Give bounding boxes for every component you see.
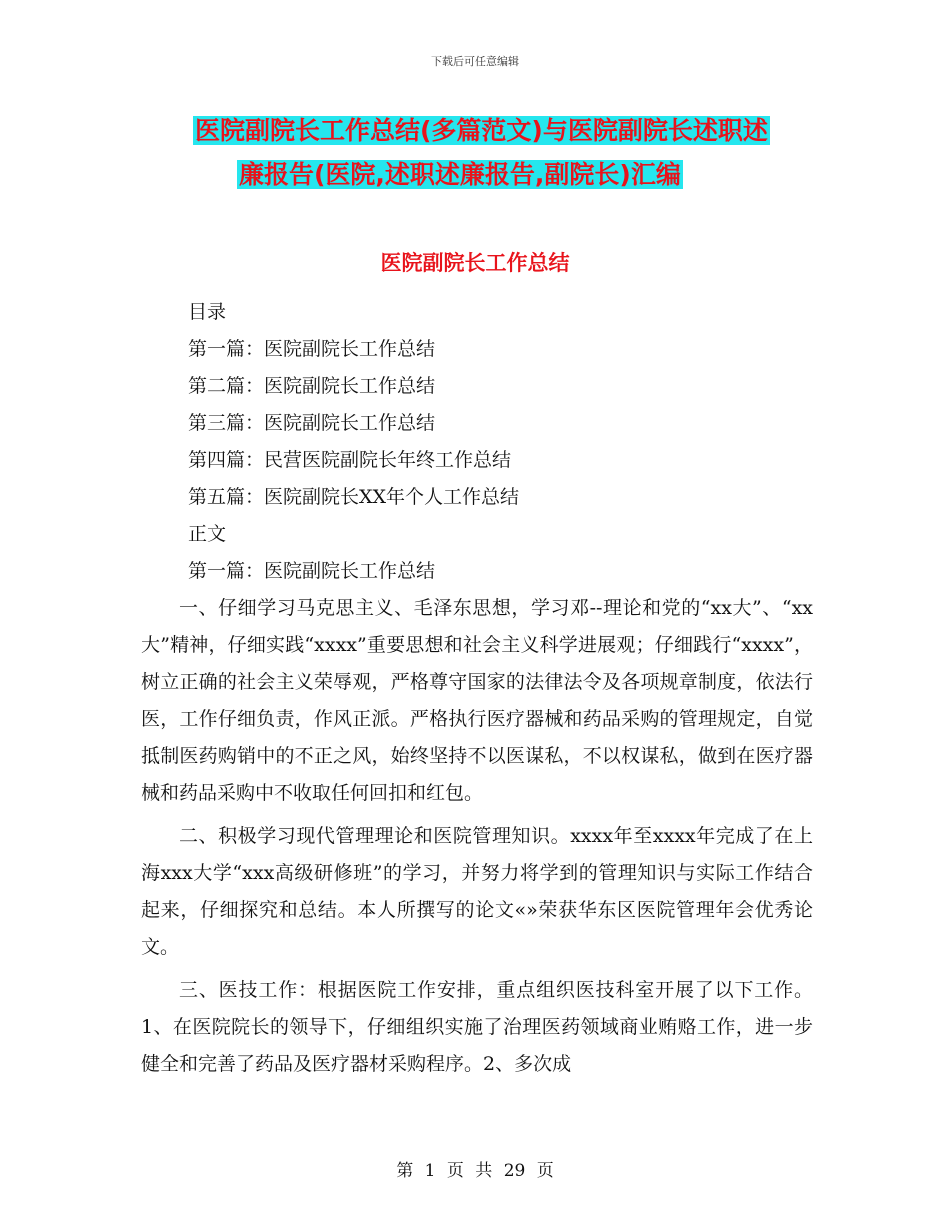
body-text <box>141 590 813 1089</box>
toc-item: 第一篇：医院副院长工作总结 <box>188 338 436 360</box>
toc-item: 正文 <box>188 523 227 545</box>
toc-item: 第二篇：医院副院长工作总结 <box>188 375 436 397</box>
header-note: 下载后可任意编辑 <box>431 55 519 68</box>
section-heading: 医院副院长工作总结 <box>380 251 570 275</box>
body-paragraph: 一、仔细学习马克思主义、毛泽东思想，学习邓--理论和党的“xx大”、“xx大”精神，仔细实践“xxxx”重要思想和社会主义科学进展观；仔细践行“xxxx”，树立正确的社会主义荣辱观，严格尊守国家的法律法令及各项规章制度，依法行医，工作仔细负责，作风正派。严格执行医疗器械和药品采购的管理规定，自觉抵制医药购销中的不正之风，始终坚持不以医谋私，不以权谋私，做到在医疗器械和药品采购中不收取任何回扣和红包。 <box>141 597 813 804</box>
toc-item: 第一篇：医院副院长工作总结 <box>188 560 436 582</box>
document-title-text-1: 医院副院长工作总结(多篇范文)与医院副院长述职述 <box>195 116 768 145</box>
toc-item: 第三篇：医院副院长工作总结 <box>188 412 436 434</box>
body-paragraph: 二、积极学习现代管理理论和医院管理知识。xxxx年至xxxx年完成了在上海xxx大学“xxx高级研修班”的学习，并努力将学到的管理知识与实际工作结合起来，仔细探究和总结。本人所撰写的论文«»荣获华东区医院管理年会优秀论文。 <box>141 825 813 958</box>
table-of-contents <box>188 294 519 590</box>
document-title-line-2 <box>0 155 950 195</box>
toc-item: 第四篇：民营医院副院长年终工作总结 <box>188 449 512 471</box>
document-title-line-1 <box>0 111 950 151</box>
page-number-footer: 第 1 页 共 29 页 <box>396 1161 554 1181</box>
toc-item: 第五篇：医院副院长XX年个人工作总结 <box>188 486 520 508</box>
body-paragraph: 三、医技工作：根据医院工作安排，重点组织医技科室开展了以下工作。1、在医院院长的领导下，仔细组织实施了治理医药领域商业贿赂工作，进一步健全和完善了药品及医疗器材采购程序。2、多次成 <box>141 979 813 1075</box>
toc-item: 目录 <box>188 301 227 323</box>
document-title-text-2: 廉报告(医院,述职述廉报告,副院长)汇编 <box>239 160 681 189</box>
